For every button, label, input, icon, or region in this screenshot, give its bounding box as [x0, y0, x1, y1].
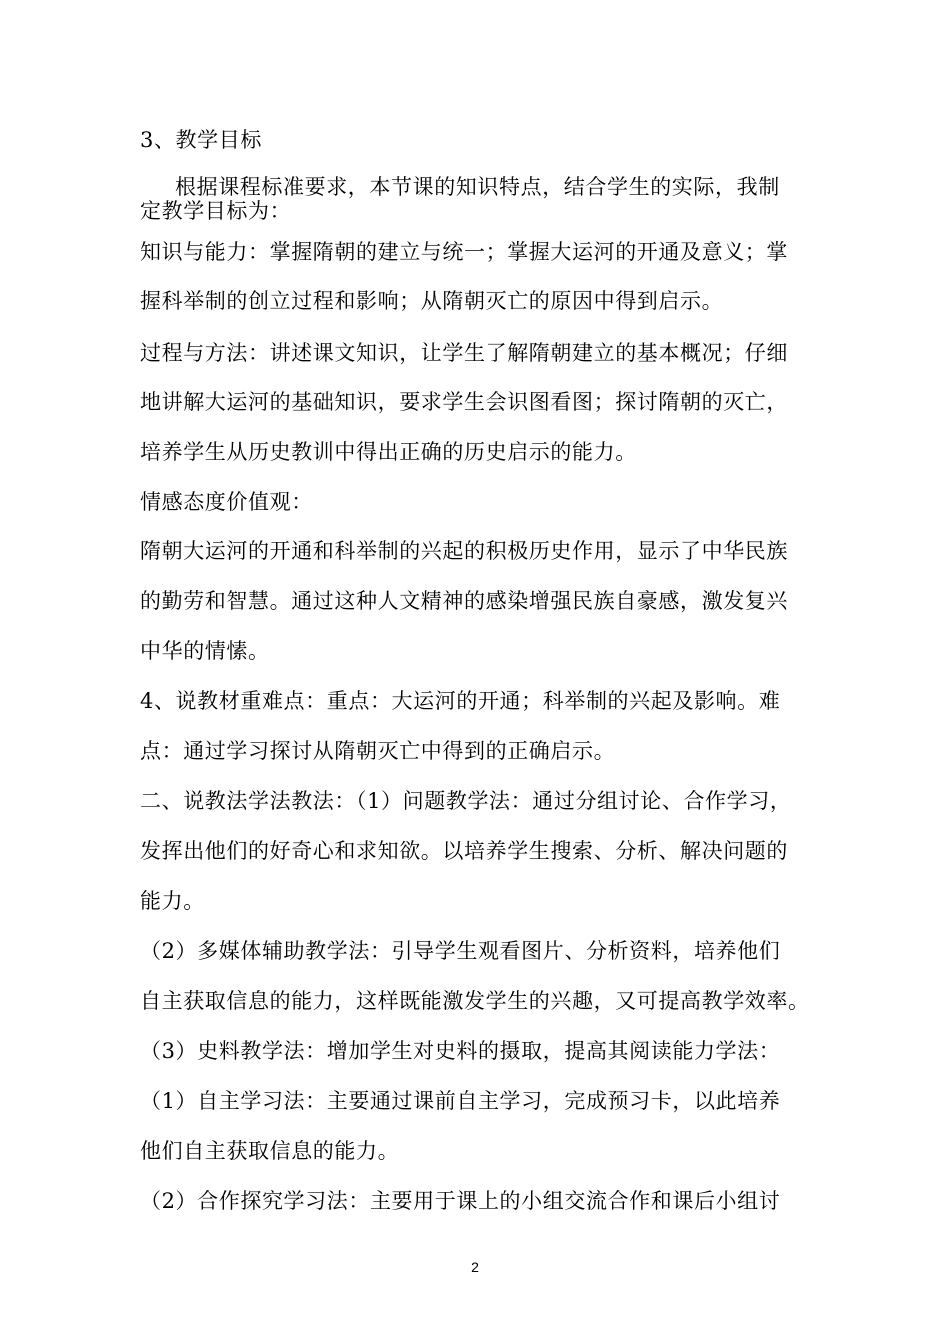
- text-line: 地讲解大运河的基础知识，要求学生会识图看图；探讨隋朝的灭亡，: [140, 390, 788, 414]
- page-number: 2: [471, 1259, 479, 1275]
- text-line: 知识与能力：掌握隋朝的建立与统一；掌握大运河的开通及意义；掌: [140, 240, 788, 264]
- text-line: 过程与方法：讲述课文知识，让学生了解隋朝建立的基本概况；仔细: [140, 341, 788, 365]
- text-line: 培养学生从历史教训中得出正确的历史启示的能力。: [140, 440, 637, 464]
- text-line: 能力。: [140, 889, 205, 913]
- text-line: （1）自主学习法：主要通过课前自主学习，完成预习卡，以此培养: [140, 1089, 781, 1113]
- text-line: 的勤劳和智慧。通过这种人文精神的感染增强民族自豪感，激发复兴: [140, 589, 788, 613]
- text-line: 情感态度价值观：: [140, 490, 313, 514]
- text-line: 3、教学目标: [140, 128, 262, 152]
- text-line: 握科举制的创立过程和影响；从隋朝灭亡的原因中得到启示。: [140, 289, 724, 313]
- text-line: 定教学目标为：: [140, 199, 292, 223]
- text-line: 发挥出他们的好奇心和求知欲。以培养学生搜索、分析、解决问题的: [140, 839, 788, 863]
- text-line: （2）多媒体辅助教学法：引导学生观看图片、分析资料，培养他们: [140, 939, 781, 963]
- text-line: 自主获取信息的能力，这样既能激发学生的兴趣，又可提高教学效率。: [140, 989, 810, 1013]
- text-line: （2）合作探究学习法：主要用于课上的小组交流合作和课后小组讨: [140, 1189, 781, 1213]
- text-line: 隋朝大运河的开通和科举制的兴起的积极历史作用，显示了中华民族: [140, 539, 788, 563]
- text-line: 4、说教材重难点：重点：大运河的开通；科举制的兴起及影响。难: [140, 689, 781, 713]
- text-line: （3）史料教学法：增加学生对史料的摄取，提高其阅读能力学法：: [140, 1039, 781, 1063]
- text-line: 点：通过学习探讨从隋朝灭亡中得到的正确启示。: [140, 739, 616, 763]
- text-line: 中华的情愫。: [140, 639, 270, 663]
- text-line: 二、说教法学法教法：（1）问题教学法：通过分组讨论、合作学习，: [140, 789, 792, 813]
- text-line: 他们自主获取信息的能力。: [140, 1139, 400, 1163]
- text-line: 根据课程标准要求，本节课的知识特点，结合学生的实际，我制: [175, 175, 780, 199]
